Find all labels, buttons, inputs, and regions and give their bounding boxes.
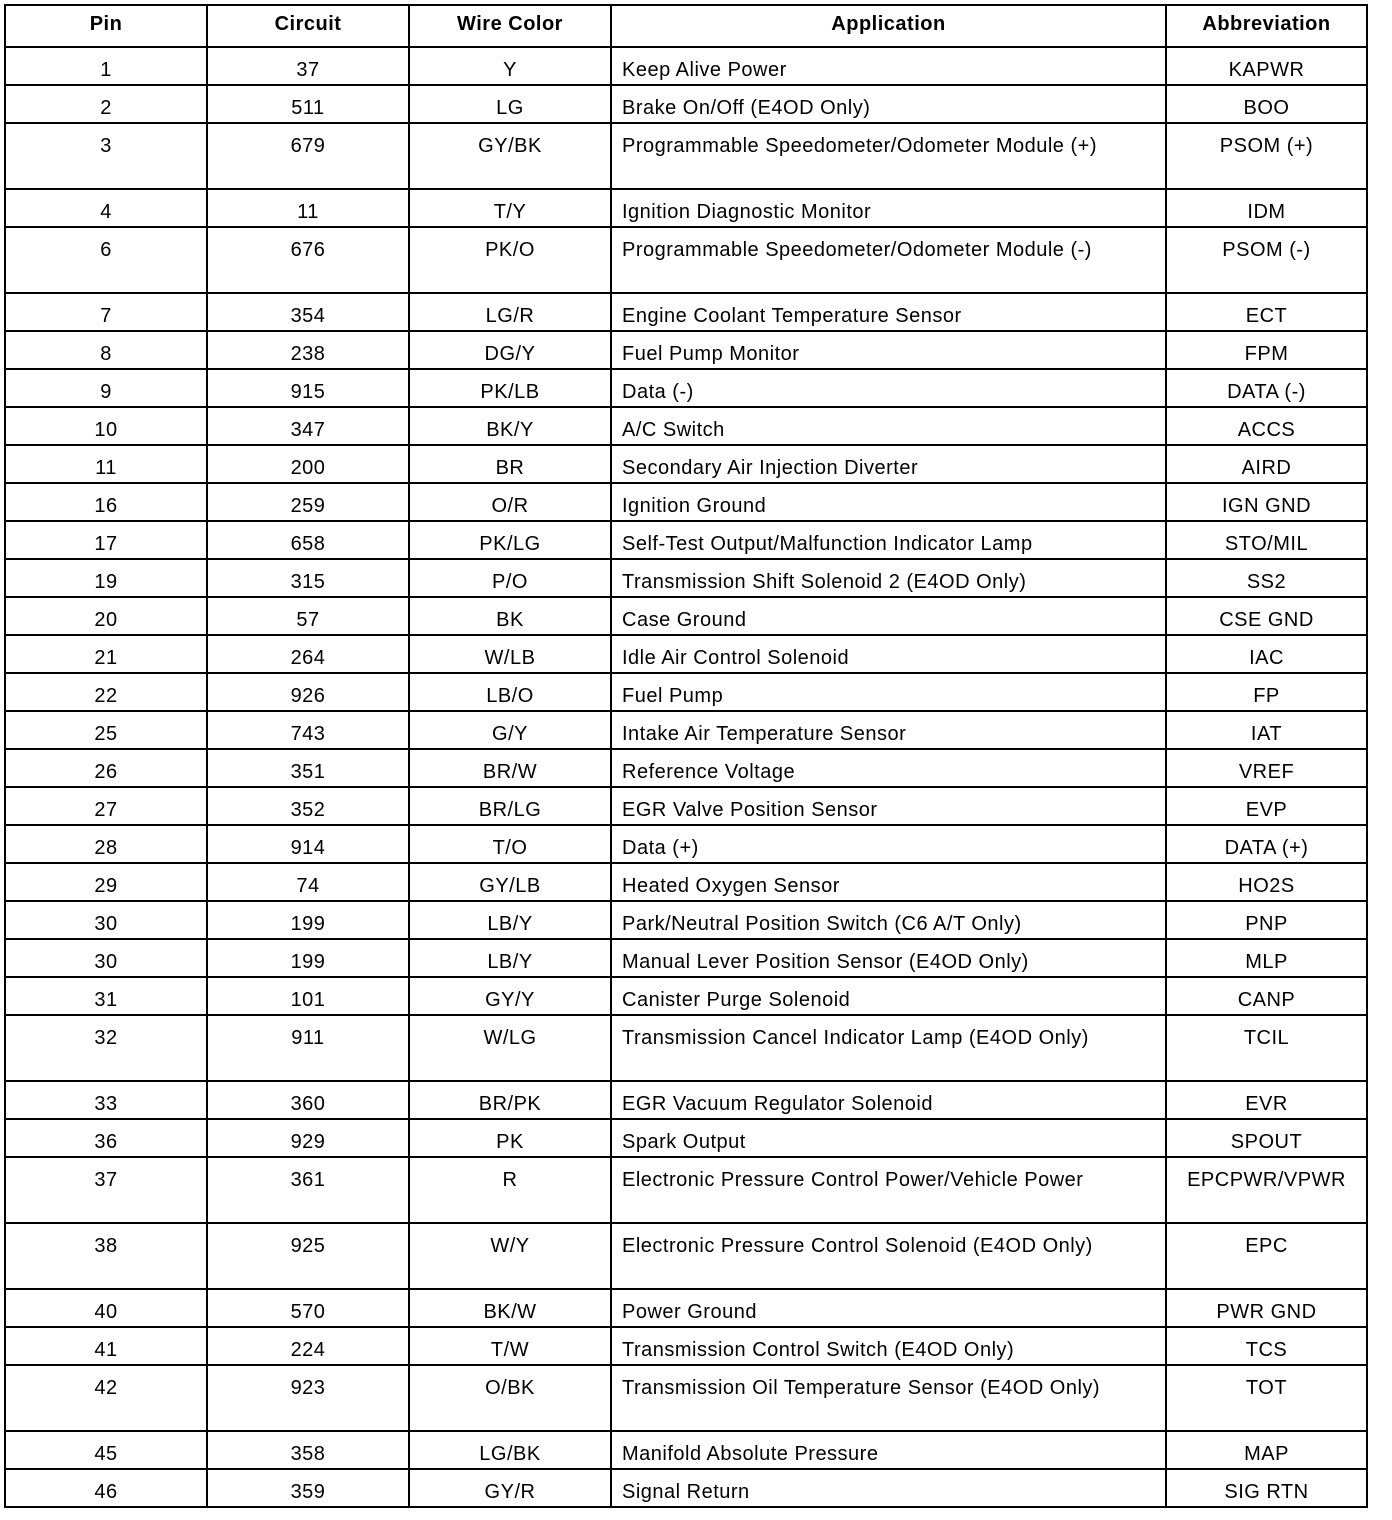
abbreviation-cell: PSOM (-): [1166, 227, 1367, 293]
wire-color-cell: O/R: [409, 483, 611, 521]
table-row: [5, 1327, 1367, 1365]
application-cell: Spark Output: [611, 1119, 1166, 1157]
pin-table: [4, 4, 1368, 1508]
table-row: [5, 1431, 1367, 1469]
pin-cell: 25: [5, 711, 207, 749]
pin-cell: 20: [5, 597, 207, 635]
table-row: [5, 1289, 1367, 1327]
wire-color-cell: BK: [409, 597, 611, 635]
wire-color-cell: PK: [409, 1119, 611, 1157]
application-cell: Signal Return: [611, 1469, 1166, 1507]
table-row: [5, 787, 1367, 825]
table-row: [5, 559, 1367, 597]
pin-cell: 19: [5, 559, 207, 597]
pin-cell: 30: [5, 939, 207, 977]
table-row: [5, 521, 1367, 559]
table-row: [5, 189, 1367, 227]
wire-color-cell: O/BK: [409, 1365, 611, 1431]
abbreviation-cell: IDM: [1166, 189, 1367, 227]
wire-color-cell: LB/Y: [409, 901, 611, 939]
wire-color-cell: LG/BK: [409, 1431, 611, 1469]
pin-cell: 29: [5, 863, 207, 901]
circuit-cell: 315: [207, 559, 409, 597]
wire-color-cell: T/W: [409, 1327, 611, 1365]
table-row: [5, 635, 1367, 673]
pin-cell: 1: [5, 47, 207, 85]
abbreviation-cell: IAC: [1166, 635, 1367, 673]
table-row: [5, 1081, 1367, 1119]
header-wire-color: Wire Color: [409, 5, 611, 47]
circuit-cell: 200: [207, 445, 409, 483]
pin-cell: 27: [5, 787, 207, 825]
circuit-cell: 676: [207, 227, 409, 293]
wire-color-cell: GY/BK: [409, 123, 611, 189]
application-cell: Ignition Ground: [611, 483, 1166, 521]
application-cell: Data (-): [611, 369, 1166, 407]
table-row: [5, 47, 1367, 85]
wire-color-cell: BK/Y: [409, 407, 611, 445]
header-abbreviation: Abbreviation: [1166, 5, 1367, 47]
circuit-cell: 224: [207, 1327, 409, 1365]
abbreviation-cell: DATA (+): [1166, 825, 1367, 863]
circuit-cell: 259: [207, 483, 409, 521]
pin-cell: 31: [5, 977, 207, 1015]
circuit-cell: 915: [207, 369, 409, 407]
table-row: [5, 863, 1367, 901]
table-row: [5, 1223, 1367, 1289]
pin-cell: 32: [5, 1015, 207, 1081]
circuit-cell: 199: [207, 939, 409, 977]
wire-color-cell: P/O: [409, 559, 611, 597]
wire-color-cell: BR/LG: [409, 787, 611, 825]
circuit-cell: 360: [207, 1081, 409, 1119]
wire-color-cell: PK/LG: [409, 521, 611, 559]
application-cell: Power Ground: [611, 1289, 1166, 1327]
table-body: [5, 47, 1367, 1507]
table-row: [5, 227, 1367, 293]
application-cell: Canister Purge Solenoid: [611, 977, 1166, 1015]
table-row: [5, 939, 1367, 977]
application-cell: Heated Oxygen Sensor: [611, 863, 1166, 901]
abbreviation-cell: TCIL: [1166, 1015, 1367, 1081]
pin-cell: 28: [5, 825, 207, 863]
circuit-cell: 923: [207, 1365, 409, 1431]
wire-color-cell: DG/Y: [409, 331, 611, 369]
table-row: [5, 1015, 1367, 1081]
abbreviation-cell: EVR: [1166, 1081, 1367, 1119]
application-cell: Manual Lever Position Sensor (E4OD Only): [611, 939, 1166, 977]
pin-cell: 42: [5, 1365, 207, 1431]
application-cell: A/C Switch: [611, 407, 1166, 445]
table-row: [5, 1365, 1367, 1431]
table-row: [5, 711, 1367, 749]
pin-cell: 3: [5, 123, 207, 189]
pin-cell: 36: [5, 1119, 207, 1157]
pin-cell: 45: [5, 1431, 207, 1469]
table-row: [5, 445, 1367, 483]
wire-color-cell: BR/PK: [409, 1081, 611, 1119]
abbreviation-cell: PNP: [1166, 901, 1367, 939]
abbreviation-cell: DATA (-): [1166, 369, 1367, 407]
circuit-cell: 37: [207, 47, 409, 85]
table-row: [5, 1469, 1367, 1507]
abbreviation-cell: AIRD: [1166, 445, 1367, 483]
table-row: [5, 369, 1367, 407]
application-cell: Data (+): [611, 825, 1166, 863]
wire-color-cell: PK/O: [409, 227, 611, 293]
circuit-cell: 354: [207, 293, 409, 331]
abbreviation-cell: PSOM (+): [1166, 123, 1367, 189]
circuit-cell: 264: [207, 635, 409, 673]
circuit-cell: 74: [207, 863, 409, 901]
abbreviation-cell: EPCPWR/VPWR: [1166, 1157, 1367, 1223]
abbreviation-cell: FPM: [1166, 331, 1367, 369]
circuit-cell: 511: [207, 85, 409, 123]
pin-cell: 46: [5, 1469, 207, 1507]
abbreviation-cell: SIG RTN: [1166, 1469, 1367, 1507]
circuit-cell: 361: [207, 1157, 409, 1223]
application-cell: Fuel Pump: [611, 673, 1166, 711]
abbreviation-cell: CSE GND: [1166, 597, 1367, 635]
pin-cell: 40: [5, 1289, 207, 1327]
table-row: [5, 85, 1367, 123]
pin-cell: 10: [5, 407, 207, 445]
pin-cell: 37: [5, 1157, 207, 1223]
circuit-cell: 658: [207, 521, 409, 559]
pin-cell: 7: [5, 293, 207, 331]
application-cell: Programmable Speedometer/Odometer Module (+): [611, 123, 1166, 189]
wire-color-cell: W/Y: [409, 1223, 611, 1289]
circuit-cell: 352: [207, 787, 409, 825]
abbreviation-cell: EPC: [1166, 1223, 1367, 1289]
abbreviation-cell: BOO: [1166, 85, 1367, 123]
abbreviation-cell: EVP: [1166, 787, 1367, 825]
circuit-cell: 57: [207, 597, 409, 635]
wire-color-cell: Y: [409, 47, 611, 85]
circuit-cell: 351: [207, 749, 409, 787]
wire-color-cell: GY/LB: [409, 863, 611, 901]
wire-color-cell: BK/W: [409, 1289, 611, 1327]
wire-color-cell: BR: [409, 445, 611, 483]
abbreviation-cell: TCS: [1166, 1327, 1367, 1365]
wire-color-cell: T/O: [409, 825, 611, 863]
abbreviation-cell: STO/MIL: [1166, 521, 1367, 559]
pin-cell: 33: [5, 1081, 207, 1119]
application-cell: Programmable Speedometer/Odometer Module (-): [611, 227, 1166, 293]
application-cell: Self-Test Output/Malfunction Indicator Lamp: [611, 521, 1166, 559]
abbreviation-cell: IAT: [1166, 711, 1367, 749]
application-cell: Transmission Control Switch (E4OD Only): [611, 1327, 1166, 1365]
pin-cell: 22: [5, 673, 207, 711]
pin-cell: 8: [5, 331, 207, 369]
circuit-cell: 925: [207, 1223, 409, 1289]
wire-color-cell: LB/Y: [409, 939, 611, 977]
application-cell: Manifold Absolute Pressure: [611, 1431, 1166, 1469]
table-row: [5, 977, 1367, 1015]
wire-color-cell: BR/W: [409, 749, 611, 787]
table-row: [5, 825, 1367, 863]
circuit-cell: 101: [207, 977, 409, 1015]
application-cell: Ignition Diagnostic Monitor: [611, 189, 1166, 227]
application-cell: Fuel Pump Monitor: [611, 331, 1166, 369]
table-row: [5, 123, 1367, 189]
circuit-cell: 238: [207, 331, 409, 369]
circuit-cell: 570: [207, 1289, 409, 1327]
circuit-cell: 199: [207, 901, 409, 939]
circuit-cell: 926: [207, 673, 409, 711]
abbreviation-cell: SPOUT: [1166, 1119, 1367, 1157]
circuit-cell: 11: [207, 189, 409, 227]
abbreviation-cell: PWR GND: [1166, 1289, 1367, 1327]
application-cell: Idle Air Control Solenoid: [611, 635, 1166, 673]
application-cell: Case Ground: [611, 597, 1166, 635]
wire-color-cell: GY/R: [409, 1469, 611, 1507]
abbreviation-cell: CANP: [1166, 977, 1367, 1015]
pin-cell: 6: [5, 227, 207, 293]
abbreviation-cell: SS2: [1166, 559, 1367, 597]
abbreviation-cell: ECT: [1166, 293, 1367, 331]
application-cell: Secondary Air Injection Diverter: [611, 445, 1166, 483]
circuit-cell: 358: [207, 1431, 409, 1469]
table-row: [5, 1157, 1367, 1223]
abbreviation-cell: MAP: [1166, 1431, 1367, 1469]
wire-color-cell: W/LB: [409, 635, 611, 673]
header-application: Application: [611, 5, 1166, 47]
abbreviation-cell: FP: [1166, 673, 1367, 711]
pin-cell: 11: [5, 445, 207, 483]
header-pin: Pin: [5, 5, 207, 47]
pin-cell: 26: [5, 749, 207, 787]
application-cell: Keep Alive Power: [611, 47, 1166, 85]
abbreviation-cell: KAPWR: [1166, 47, 1367, 85]
table-row: [5, 331, 1367, 369]
application-cell: Transmission Shift Solenoid 2 (E4OD Only): [611, 559, 1166, 597]
application-cell: Engine Coolant Temperature Sensor: [611, 293, 1166, 331]
circuit-cell: 914: [207, 825, 409, 863]
circuit-cell: 347: [207, 407, 409, 445]
table-row: [5, 673, 1367, 711]
table-row: [5, 749, 1367, 787]
abbreviation-cell: MLP: [1166, 939, 1367, 977]
pin-cell: 41: [5, 1327, 207, 1365]
abbreviation-cell: IGN GND: [1166, 483, 1367, 521]
application-cell: Electronic Pressure Control Solenoid (E4OD Only): [611, 1223, 1166, 1289]
table-row: [5, 293, 1367, 331]
abbreviation-cell: ACCS: [1166, 407, 1367, 445]
table-row: [5, 597, 1367, 635]
wire-color-cell: R: [409, 1157, 611, 1223]
wire-color-cell: W/LG: [409, 1015, 611, 1081]
header-circuit: Circuit: [207, 5, 409, 47]
pin-cell: 38: [5, 1223, 207, 1289]
application-cell: EGR Valve Position Sensor: [611, 787, 1166, 825]
pin-cell: 2: [5, 85, 207, 123]
table-row: [5, 407, 1367, 445]
abbreviation-cell: VREF: [1166, 749, 1367, 787]
wire-color-cell: G/Y: [409, 711, 611, 749]
table-row: [5, 901, 1367, 939]
pin-cell: 9: [5, 369, 207, 407]
application-cell: Electronic Pressure Control Power/Vehicle Power: [611, 1157, 1166, 1223]
pin-cell: 30: [5, 901, 207, 939]
application-cell: Park/Neutral Position Switch (C6 A/T Only): [611, 901, 1166, 939]
abbreviation-cell: TOT: [1166, 1365, 1367, 1431]
wire-color-cell: PK/LB: [409, 369, 611, 407]
abbreviation-cell: HO2S: [1166, 863, 1367, 901]
pin-cell: 4: [5, 189, 207, 227]
pin-cell: 17: [5, 521, 207, 559]
circuit-cell: 359: [207, 1469, 409, 1507]
wire-color-cell: GY/Y: [409, 977, 611, 1015]
circuit-cell: 911: [207, 1015, 409, 1081]
application-cell: Transmission Oil Temperature Sensor (E4OD Only): [611, 1365, 1166, 1431]
application-cell: Intake Air Temperature Sensor: [611, 711, 1166, 749]
header-row: [5, 5, 1367, 47]
circuit-cell: 679: [207, 123, 409, 189]
circuit-cell: 929: [207, 1119, 409, 1157]
pin-cell: 16: [5, 483, 207, 521]
table-row: [5, 483, 1367, 521]
table-row: [5, 1119, 1367, 1157]
pin-cell: 21: [5, 635, 207, 673]
application-cell: Reference Voltage: [611, 749, 1166, 787]
wire-color-cell: T/Y: [409, 189, 611, 227]
application-cell: Transmission Cancel Indicator Lamp (E4OD Only): [611, 1015, 1166, 1081]
application-cell: EGR Vacuum Regulator Solenoid: [611, 1081, 1166, 1119]
wire-color-cell: LG: [409, 85, 611, 123]
application-cell: Brake On/Off (E4OD Only): [611, 85, 1166, 123]
wire-color-cell: LG/R: [409, 293, 611, 331]
wire-color-cell: LB/O: [409, 673, 611, 711]
circuit-cell: 743: [207, 711, 409, 749]
